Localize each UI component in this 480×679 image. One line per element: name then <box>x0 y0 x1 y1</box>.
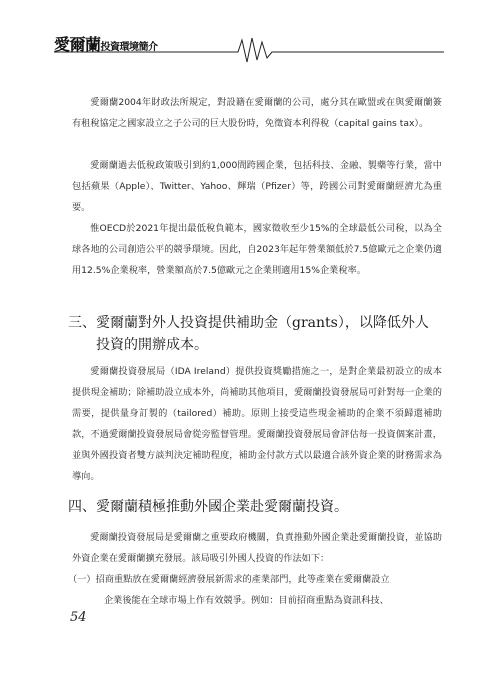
list-item-1 <box>68 569 448 611</box>
section-heading-4-text: 四、愛爾蘭積極推動外國企業赴愛爾蘭投資。 <box>68 499 348 515</box>
running-header <box>54 28 444 68</box>
section-heading-3-line1: 三、愛爾蘭對外人投資提供補助金（grants），以降低外人 <box>68 315 429 331</box>
section-heading-3-line2: 投資的開辦成本。 <box>96 337 208 353</box>
page-number: 54 <box>70 610 87 625</box>
paragraph-3-text: 惟OECD於2021年提出最低稅負範本，國家徵收至少15%的全球最低公司稅，以為全球各地的公司創造公平的競爭環境。因此，自2023年起年營業額低於7.5億歐元之企業仍適用12.5%企業稅率，營業額高於7.5億歐元之企業則適用15%企業稅率。 <box>72 223 442 276</box>
paragraph-4 <box>72 361 442 487</box>
paragraph-5-text: 愛爾蘭投資發展局是愛爾蘭之重要政府機關，負責推動外國企業赴愛爾蘭投資，並協助外資企業在愛爾蘭擴充發展。該局吸引外國人投資的作法如下： <box>72 532 442 564</box>
list-item-1-marker: （一） <box>68 574 96 585</box>
header-title <box>54 32 158 55</box>
section-heading-3 <box>68 312 448 356</box>
paragraph-1 <box>72 92 442 134</box>
header-title-country: 愛爾蘭 <box>54 35 101 54</box>
list-item-1-line2: 企業後能在全球市場上作有效競爭。例如：目前招商重點為資訊科技、 <box>104 595 389 606</box>
paragraph-5 <box>72 527 442 569</box>
paragraph-3 <box>72 218 442 281</box>
paragraph-2 <box>72 155 442 218</box>
paragraph-2-text: 愛爾蘭過去低稅政策吸引到約1,000間跨國企業，包括科技、金融、製藥等行業，當中包括蘋果（Apple）、Twitter、Yahoo、輝瑞（Pfizer）等，跨國公司對愛爾蘭經濟尤為重要。 <box>72 160 442 213</box>
list-item-1-line1: 招商重點放在愛爾蘭經濟發展新需求的產業部門，此等產業在愛爾蘭設立 <box>95 574 390 585</box>
header-title-subtitle: 投資環境簡介 <box>100 42 158 53</box>
section-heading-4 <box>68 496 448 518</box>
paragraph-1-text: 愛爾蘭2004年財政法所規定，對設籍在愛爾蘭的公司，處分其在歐盟或在與愛爾蘭簽有租稅協定之國家設立之子公司的巨大股份時，免徵資本利得稅（capital gains tax）。 <box>72 97 442 129</box>
paragraph-4-text: 愛爾蘭投資發展局（IDA Ireland）提供投資獎勵措施之一，是對企業最初設立的成本提供現金補助；除補助設立成本外，尚補助其他項目，愛爾蘭投資發展局可針對每一企業的需要，提供量身訂製的（tailored）補助。原則上接受這些現金補助的企業不須歸還補助款，不過愛爾蘭投資發展局會從旁監督管理。愛爾蘭投資發展局會評估每一投資個案計畫，並與外國投資者雙方談判決定補助程度，補助金付款方式以最適合該外資企業的財務需求為導向。 <box>72 366 442 482</box>
